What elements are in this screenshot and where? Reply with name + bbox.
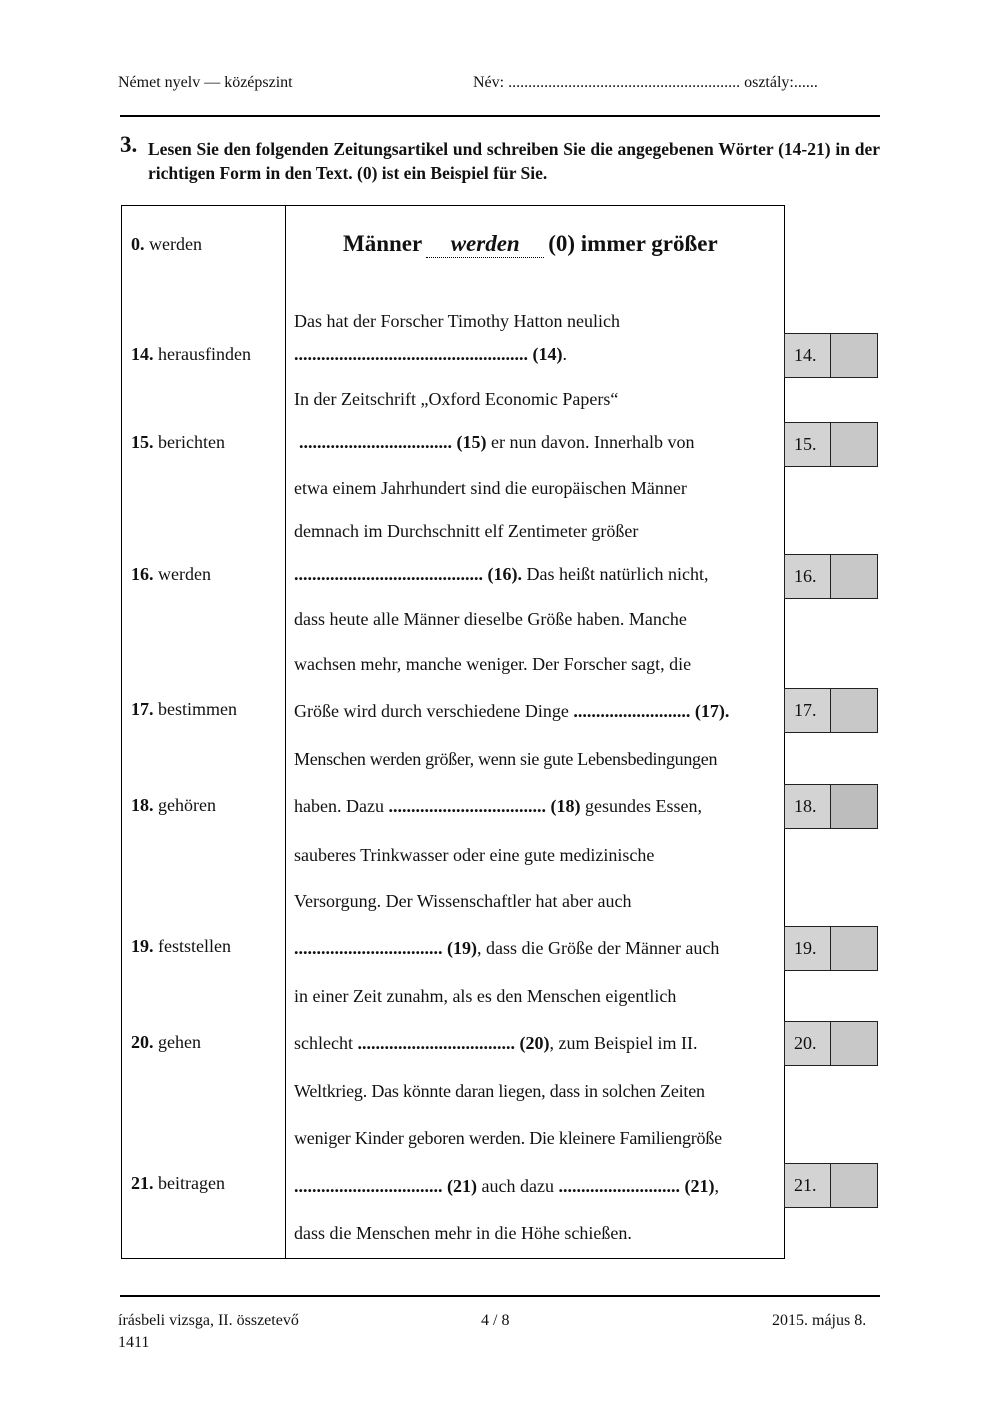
header-rule bbox=[120, 115, 880, 117]
column-divider bbox=[285, 205, 286, 1258]
word-item-17: 17. bestimmen bbox=[131, 699, 237, 719]
word-item-16: 16. werden bbox=[131, 564, 211, 584]
word-item-19: 19. feststellen bbox=[131, 936, 231, 956]
word-item-0: 0. werden bbox=[131, 234, 202, 254]
text-line: Weltkrieg. Das könnte daran liegen, dass in solchen Zeiten bbox=[294, 1081, 705, 1101]
score-box-15[interactable]: 15. bbox=[784, 422, 878, 467]
text-line: dass die Menschen mehr in die Höhe schießen. bbox=[294, 1223, 632, 1243]
score-box-20[interactable]: 20. bbox=[784, 1021, 878, 1066]
task-number: 3. bbox=[120, 132, 138, 157]
word-item-14: 14. herausfinden bbox=[131, 344, 251, 364]
text-line: wachsen mehr, manche weniger. Der Forscher sagt, die bbox=[294, 654, 692, 674]
text-line: demnach im Durchschnitt elf Zentimeter größer bbox=[294, 521, 639, 541]
score-box-19[interactable]: 19. bbox=[784, 926, 878, 971]
example-answer: werden bbox=[426, 231, 544, 258]
header-subject: Német nyelv — középszint bbox=[118, 74, 293, 91]
score-box-18[interactable]: 18. bbox=[784, 784, 878, 829]
gap-16-line[interactable]: .......................................... (16). Das heißt natürlich nicht, bbox=[294, 564, 709, 584]
word-item-18: 18. gehören bbox=[131, 795, 216, 815]
gap-18-line[interactable]: haben. Dazu ................................... (18) gesundes Essen, bbox=[294, 796, 702, 816]
gap-20-line[interactable]: schlecht ................................... (20), zum Beispiel im II. bbox=[294, 1033, 698, 1053]
header-name-field[interactable]: Név: .......................................................... osztály:...... bbox=[473, 74, 818, 91]
footer-rule bbox=[120, 1295, 880, 1297]
text-line: Menschen werden größer, wenn sie gute Lebensbedingungen bbox=[294, 749, 718, 769]
text-line: weniger Kinder geboren werden. Die kleinere Familiengröße bbox=[294, 1128, 722, 1148]
article-title: Männer werden (0) immer größer bbox=[343, 231, 718, 256]
gap-17-line[interactable]: Größe wird durch verschiedene Dinge .......................... (17). bbox=[294, 701, 730, 721]
page-number: 4 / 8 bbox=[481, 1312, 510, 1329]
score-box-14[interactable]: 14. bbox=[784, 333, 878, 378]
word-item-20: 20. gehen bbox=[131, 1032, 201, 1052]
gap-19-line[interactable]: ................................. (19), dass die Größe der Männer auch bbox=[294, 938, 720, 958]
gap-21-line[interactable]: ................................. (21) auch dazu ........................... (21), bbox=[294, 1176, 719, 1196]
word-item-15: 15. berichten bbox=[131, 432, 225, 452]
gap-15-line[interactable]: .................................. (15) er nun davon. Innerhalb von bbox=[299, 432, 695, 452]
text-line: Versorgung. Der Wissenschaftler hat aber auch bbox=[294, 891, 632, 911]
text-line: sauberes Trinkwasser oder eine gute medizinische bbox=[294, 845, 655, 865]
text-line: etwa einem Jahrhundert sind die europäischen Männer bbox=[294, 478, 687, 498]
footer-exam-part: írásbeli vizsga, II. összetevő bbox=[118, 1312, 299, 1329]
word-item-21: 21. beitragen bbox=[131, 1173, 225, 1193]
text-line: dass heute alle Männer dieselbe Größe haben. Manche bbox=[294, 609, 687, 629]
score-box-17[interactable]: 17. bbox=[784, 688, 878, 733]
score-box-21[interactable]: 21. bbox=[784, 1163, 878, 1208]
footer-date: 2015. május 8. bbox=[772, 1312, 867, 1329]
footer-code: 1411 bbox=[118, 1334, 150, 1351]
text-line: Das hat der Forscher Timothy Hatton neulich bbox=[294, 311, 620, 331]
gap-14-line[interactable]: .................................................... (14). bbox=[294, 344, 567, 364]
task-instruction: Lesen Sie den folgenden Zeitungsartikel und schreiben Sie die angegebenen Wörter (14-21) in der richtigen Form in den Text. (0) ist ein Beispiel für Sie. bbox=[148, 139, 880, 183]
text-line: in einer Zeit zunahm, als es den Menschen eigentlich bbox=[294, 986, 677, 1006]
text-line: In der Zeitschrift „Oxford Economic Papers“ bbox=[294, 389, 619, 409]
score-box-16[interactable]: 16. bbox=[784, 554, 878, 599]
